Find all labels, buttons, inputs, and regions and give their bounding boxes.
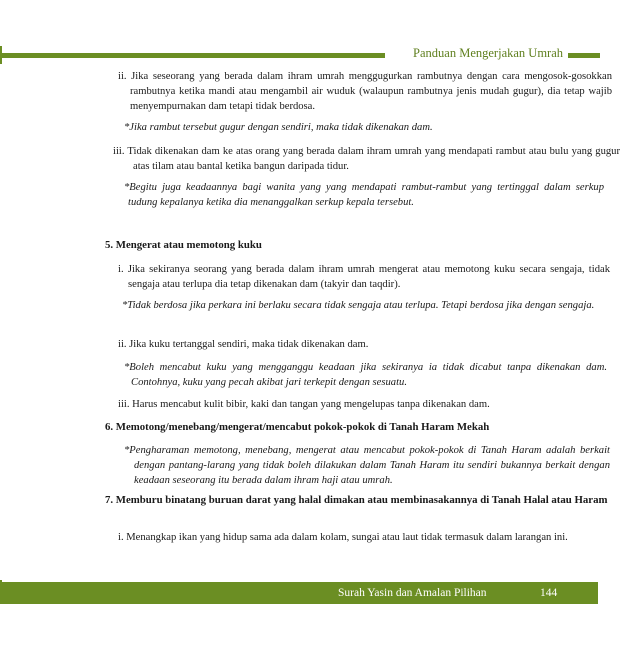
note-removing-broken-nail: *Boleh mencabut kuku yang mengganggu keadaan jika sekiranya ia tidak dicabut tanpa dikenakan dam. Contohnya, kuku yang pecah akibat jari terkepit dengan sesuatu. [124, 362, 607, 388]
footer-bar [0, 582, 598, 604]
section-7-heading: 7. Memburu binatang buruan darat yang halal dimakan atau membinasakannya di Tanah Halal atau Haram [105, 494, 608, 506]
section-5-heading: 5. Mengerat atau memotong kuku [105, 239, 262, 251]
header-bar-left [0, 53, 385, 58]
header-bar-right [568, 53, 600, 58]
section-6-heading: 6. Memotong/menebang/mengerat/mencabut pokok-pokok di Tanah Haram Mekah [105, 421, 490, 433]
item-iii-hair-on-bed: iii. Tidak dikenakan dam ke atas orang yang berada dalam ihram umrah yang mendapati rambut atau bulu yang gugur atas tilam atau bantal ketika bangun daripada tidur. [113, 146, 620, 172]
item-ii-nail-falls-itself: ii. Jika kuku tertanggal sendiri, maka tidak dikenakan dam. [118, 339, 369, 350]
item-iii-peeling-skin: iii. Harus mencabut kulit bibir, kaki dan tangan yang mengelupas tanpa dikenakan dam. [118, 399, 490, 410]
note-no-sin-unintentional: *Tidak berdosa jika perkara ini berlaku secara tidak sengaja atau terlupa. Tetapi berdosa jika dengan sengaja. [122, 300, 595, 311]
note-hair-falls-itself: *Jika rambut tersebut gugur dengan sendiri, maka tidak dikenakan dam. [124, 122, 433, 133]
edge-mark-top [0, 46, 2, 64]
running-header-title: Panduan Mengerjakan Umrah [413, 46, 563, 60]
page-number: 144 [540, 587, 558, 599]
note-tanah-haram-trees: *Pengharaman memotong, menebang, mengerat atau mencabut pokok-pokok di Tanah Haram adalah berkait dengan pantang-larang yang tidak boleh dilakukan dalam Tanah Haram itu sendiri bukannya berkait dengan keadaan seseorang itu berada dalam ihram haji atau umrah. [124, 445, 610, 486]
footer-book-title: Surah Yasin dan Amalan Pilihan [338, 587, 487, 599]
item-i-cutting-nails: i. Jika sekiranya seorang yang berada dalam ihram umrah mengerat atau memotong kuku secara sengaja, tidak sengaja atau terlupa dia tetap dikenakan dam (takyir dan taqdir). [118, 264, 610, 290]
note-women-headcover: *Begitu juga keadaannya bagi wanita yang yang mendapati rambut-rambut yang tertinggal dalam serkup tudung kepalanya ketika dia menanggalkan serkup kepala tersebut. [124, 182, 604, 208]
item-ii-hair-shedding: ii. Jika seseorang yang berada dalam ihram umrah menggugurkan rambutnya dengan cara mengosok-gosokkan rambutnya ketika mandi atau mengambil air wuduk (walaupun rambutnya jenis mudah gugur), dia tetap wajib menyempurnakan dam tetapi tidak berdosa. [118, 71, 612, 112]
item-i-catching-fish: i. Menangkap ikan yang hidup sama ada dalam kolam, sungai atau laut tidak termasuk dalam larangan ini. [118, 532, 568, 543]
